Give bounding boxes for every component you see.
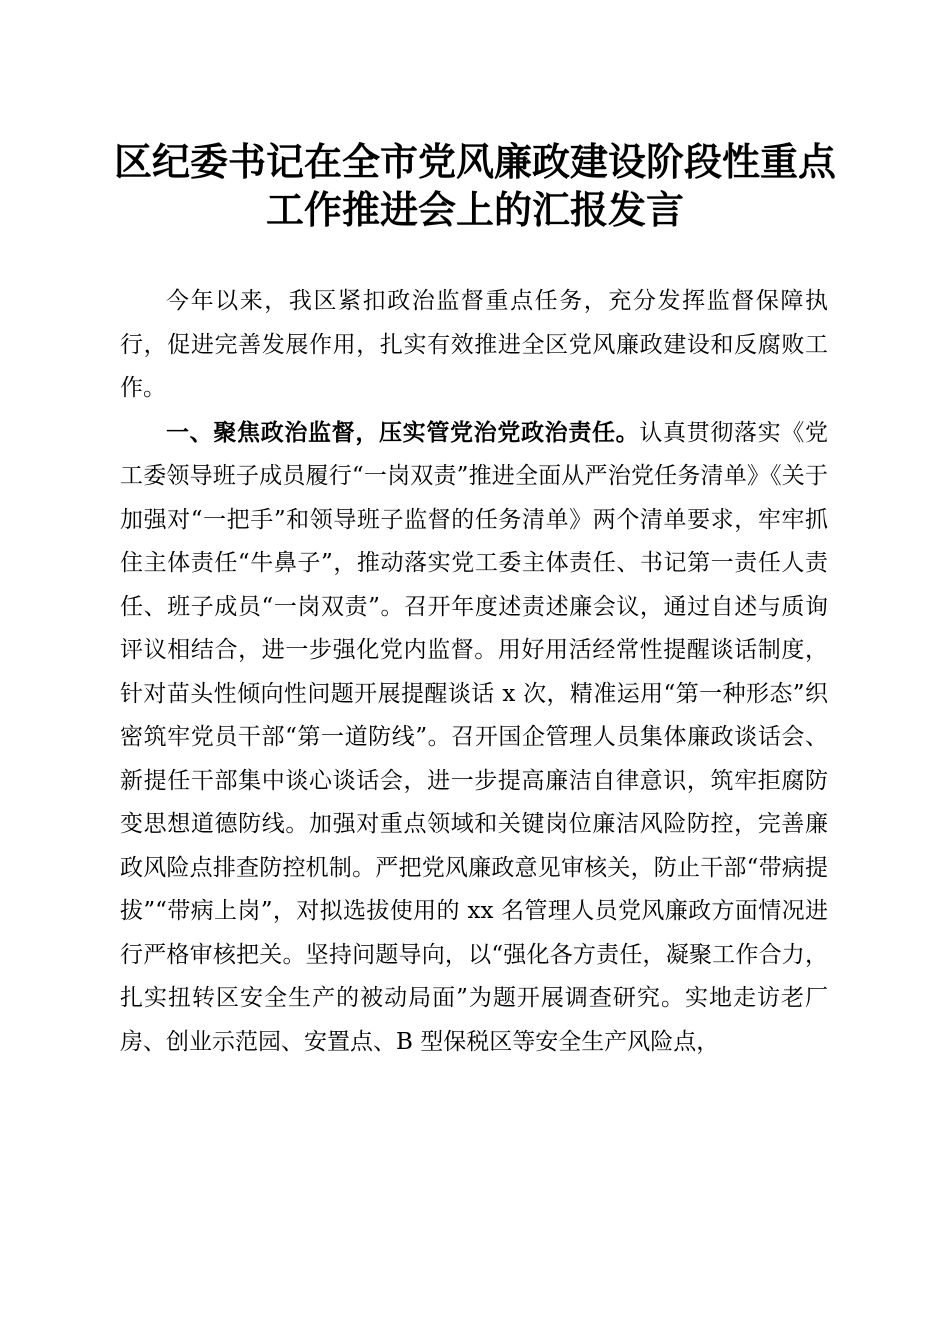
section-1-body: 认真贯彻落实《党工委领导班子成员履行“一岗双责”推进全面从严治党任务清单》《关于加强对“一把手”和领导班子监督的任务清单》两个清单要求，牢牢抓住主体责任“牛鼻子”，推动落实党工委主体责任、书记第一责任人责任、班子成员“一岗双责”。召开年度述责述廉会议，通过自述与质询评议相结合，进一步强化党内监督。用好用活经常性提醒谈话制度，针对苗头性倾向性问题开展提醒谈话 x 次，精准运用“第一种形态”织密筑牢党员干部“第一道防线”。召开国企管理人员集体廉政谈话会、新提任干部集中谈心谈话会，进一步提高廉洁自律意识，筑牢拒腐防变思想道德防线。加强对重点领域和关键岗位廉洁风险防控，完善廉政风险点排查防控机制。严把党风廉政意见审核关，防止干部“带病提拔”“带病上岗”，对拟选拔使用的 xx 名管理人员党风廉政方面情况进行严格审核把关。坚持问题导向，以“强化各方责任，凝聚工作合力，扎实扭转区安全生产的被动局面”为题开展调查研究。实地走访老厂房、创业示范园、安置点、B 型保税区等安全生产风险点，: [120, 419, 829, 1055]
document-title: 区纪委书记在全市党风廉政建设阶段性重点工作推进会上的汇报发言: [113, 139, 836, 232]
section-1-paragraph: [120, 411, 828, 1065]
intro-paragraph: 今年以来，我区紧扣政治监督重点任务，充分发挥监督保障执行，促进完善发展作用，扎实有效推进全区党风廉政建设和反腐败工作。: [120, 288, 828, 401]
section-1-heading: 一、聚焦政治监督，压实管党治党政治责任。: [166, 418, 640, 446]
document-body: [120, 280, 828, 1064]
